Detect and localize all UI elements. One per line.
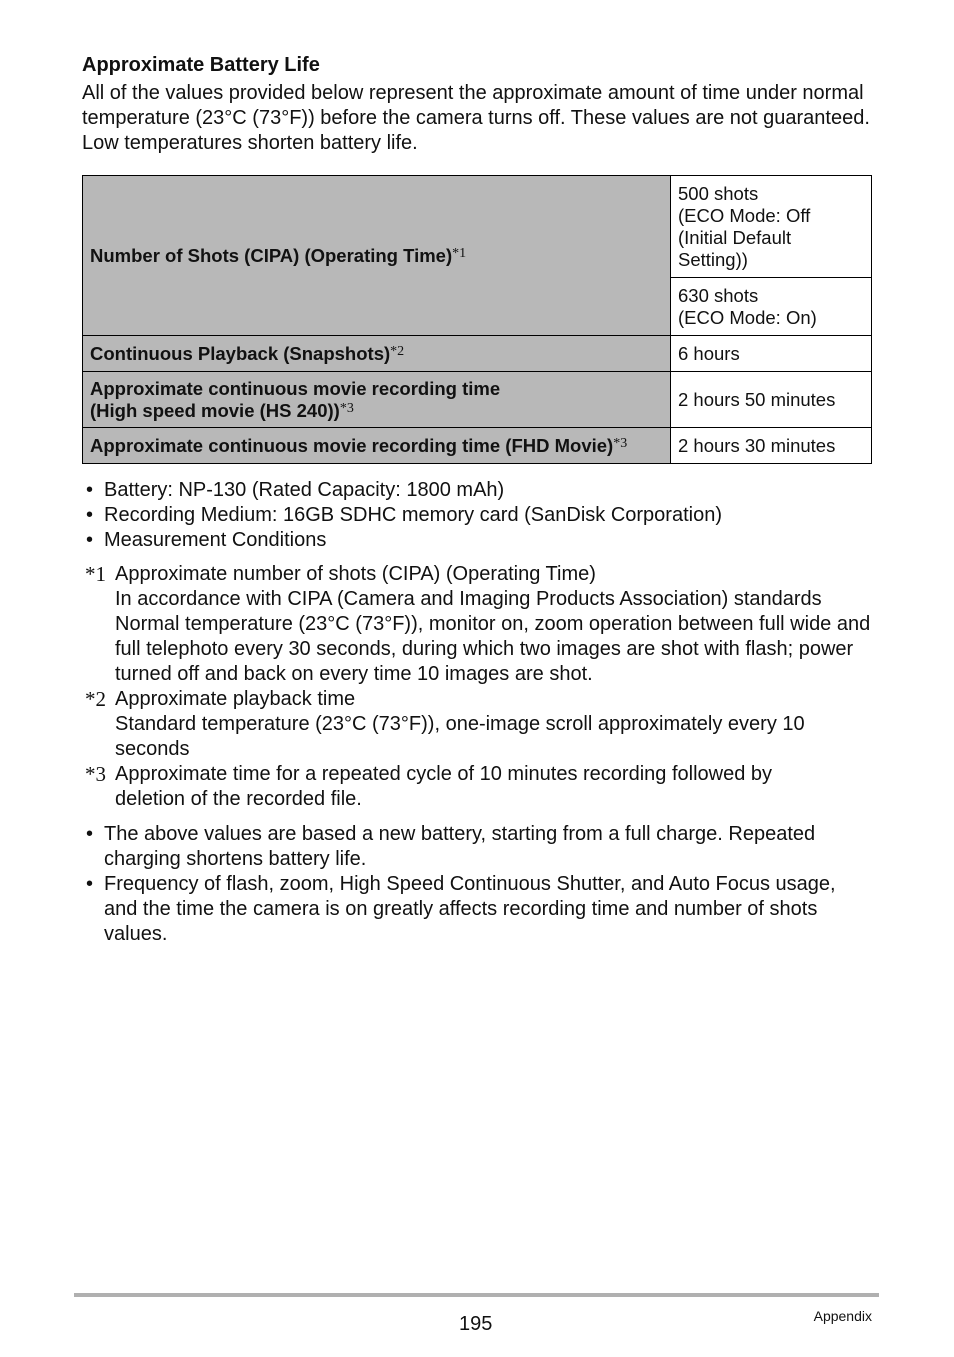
table-label-cell bbox=[83, 176, 671, 336]
section-name: Appendix bbox=[813, 1308, 872, 1324]
table-row bbox=[83, 336, 872, 372]
footnote-mark: *3 bbox=[85, 762, 106, 786]
list-item: • Measurement Conditions bbox=[86, 529, 327, 551]
footnote-mark: *1 bbox=[85, 562, 106, 586]
list-item: • Frequency of flash, zoom, High Speed Continuous Shutter, and Auto Focus usage, and the time the camera is on greatly affects recording time and number of shots values. bbox=[86, 873, 836, 945]
battery-life-table bbox=[82, 175, 872, 464]
footnote-mark: *3 bbox=[339, 400, 354, 416]
notes-list bbox=[82, 822, 872, 947]
value-line: (Initial Default bbox=[678, 226, 792, 248]
list-item: • Battery: NP-130 (Rated Capacity: 1800 mAh) bbox=[86, 479, 505, 501]
list-item: • The above values are based a new battery, starting from a full charge. Repeated charging shortens battery life. bbox=[86, 823, 816, 870]
bullet-icon: • bbox=[86, 873, 94, 895]
table-row bbox=[83, 428, 872, 464]
table-value-cell: 6 hours bbox=[671, 336, 872, 372]
table-value-cell: 2 hours 50 minutes bbox=[671, 372, 872, 428]
bullet-icon: • bbox=[86, 823, 94, 845]
table-value-cell bbox=[671, 176, 872, 278]
bullet-icon: • bbox=[86, 504, 94, 526]
value-line: 500 shots bbox=[678, 182, 759, 204]
footnote: *3 Approximate time for a repeated cycle of 10 minutes recording followed by deletion of the recorded file. bbox=[85, 762, 773, 810]
conditions-list bbox=[82, 478, 872, 553]
row-label: Approximate continuous movie recording time (FHD Movie) bbox=[90, 434, 614, 456]
table-row bbox=[83, 372, 872, 428]
list-item: • Recording Medium: 16GB SDHC memory card (SanDisk Corporation) bbox=[86, 504, 722, 526]
footnote-mark: *2 bbox=[85, 687, 106, 711]
table-row bbox=[83, 176, 872, 278]
row-label: Approximate continuous movie recording time bbox=[90, 377, 501, 399]
footnote: *2 Approximate playback time Standard temperature (23°C (73°F)), one-image scroll approximately every 10 seconds bbox=[85, 687, 805, 760]
footnote: *1 Approximate number of shots (CIPA) (Operating Time) In accordance with CIPA (Camera and Imaging Products Association) standards Normal temperature (23°C (73°F)), monitor on, zoom operation between full wide and full telephoto every 30 seconds, during which two images are shot with flash; power turned off and back on every time 10 images are shot. bbox=[85, 562, 871, 685]
footnotes bbox=[82, 562, 872, 812]
value-line: Setting)) bbox=[678, 248, 748, 270]
table-label-cell bbox=[83, 372, 671, 428]
value-line: (ECO Mode: On) bbox=[678, 306, 817, 328]
row-label: (High speed movie (HS 240)) bbox=[90, 399, 340, 421]
footnote-mark: *3 bbox=[613, 435, 628, 451]
page-content bbox=[82, 52, 872, 947]
bullet-icon: • bbox=[86, 479, 94, 501]
footer-divider bbox=[74, 1293, 879, 1297]
row-label: Continuous Playback (Snapshots) bbox=[90, 342, 391, 364]
footnote-mark: *1 bbox=[452, 245, 467, 261]
table-value-cell bbox=[671, 278, 872, 336]
section-heading: Approximate Battery Life bbox=[82, 54, 320, 76]
table-label-cell bbox=[83, 336, 671, 372]
table-value-cell: 2 hours 30 minutes bbox=[671, 428, 872, 464]
row-label: Number of Shots (CIPA) (Operating Time) bbox=[90, 244, 453, 266]
value-line: (ECO Mode: Off bbox=[678, 204, 811, 226]
intro-paragraph: All of the values provided below represent the approximate amount of time under normal temperature (23°C (73°F)) before the camera turns off. These values are not guaranteed. Low temperatures shorten battery life. bbox=[82, 82, 870, 154]
table-label-cell bbox=[83, 428, 671, 464]
footnote-mark: *2 bbox=[390, 343, 405, 359]
page-number: 195 bbox=[459, 1313, 493, 1335]
bullet-icon: • bbox=[86, 529, 94, 551]
value-line: 630 shots bbox=[678, 284, 759, 306]
